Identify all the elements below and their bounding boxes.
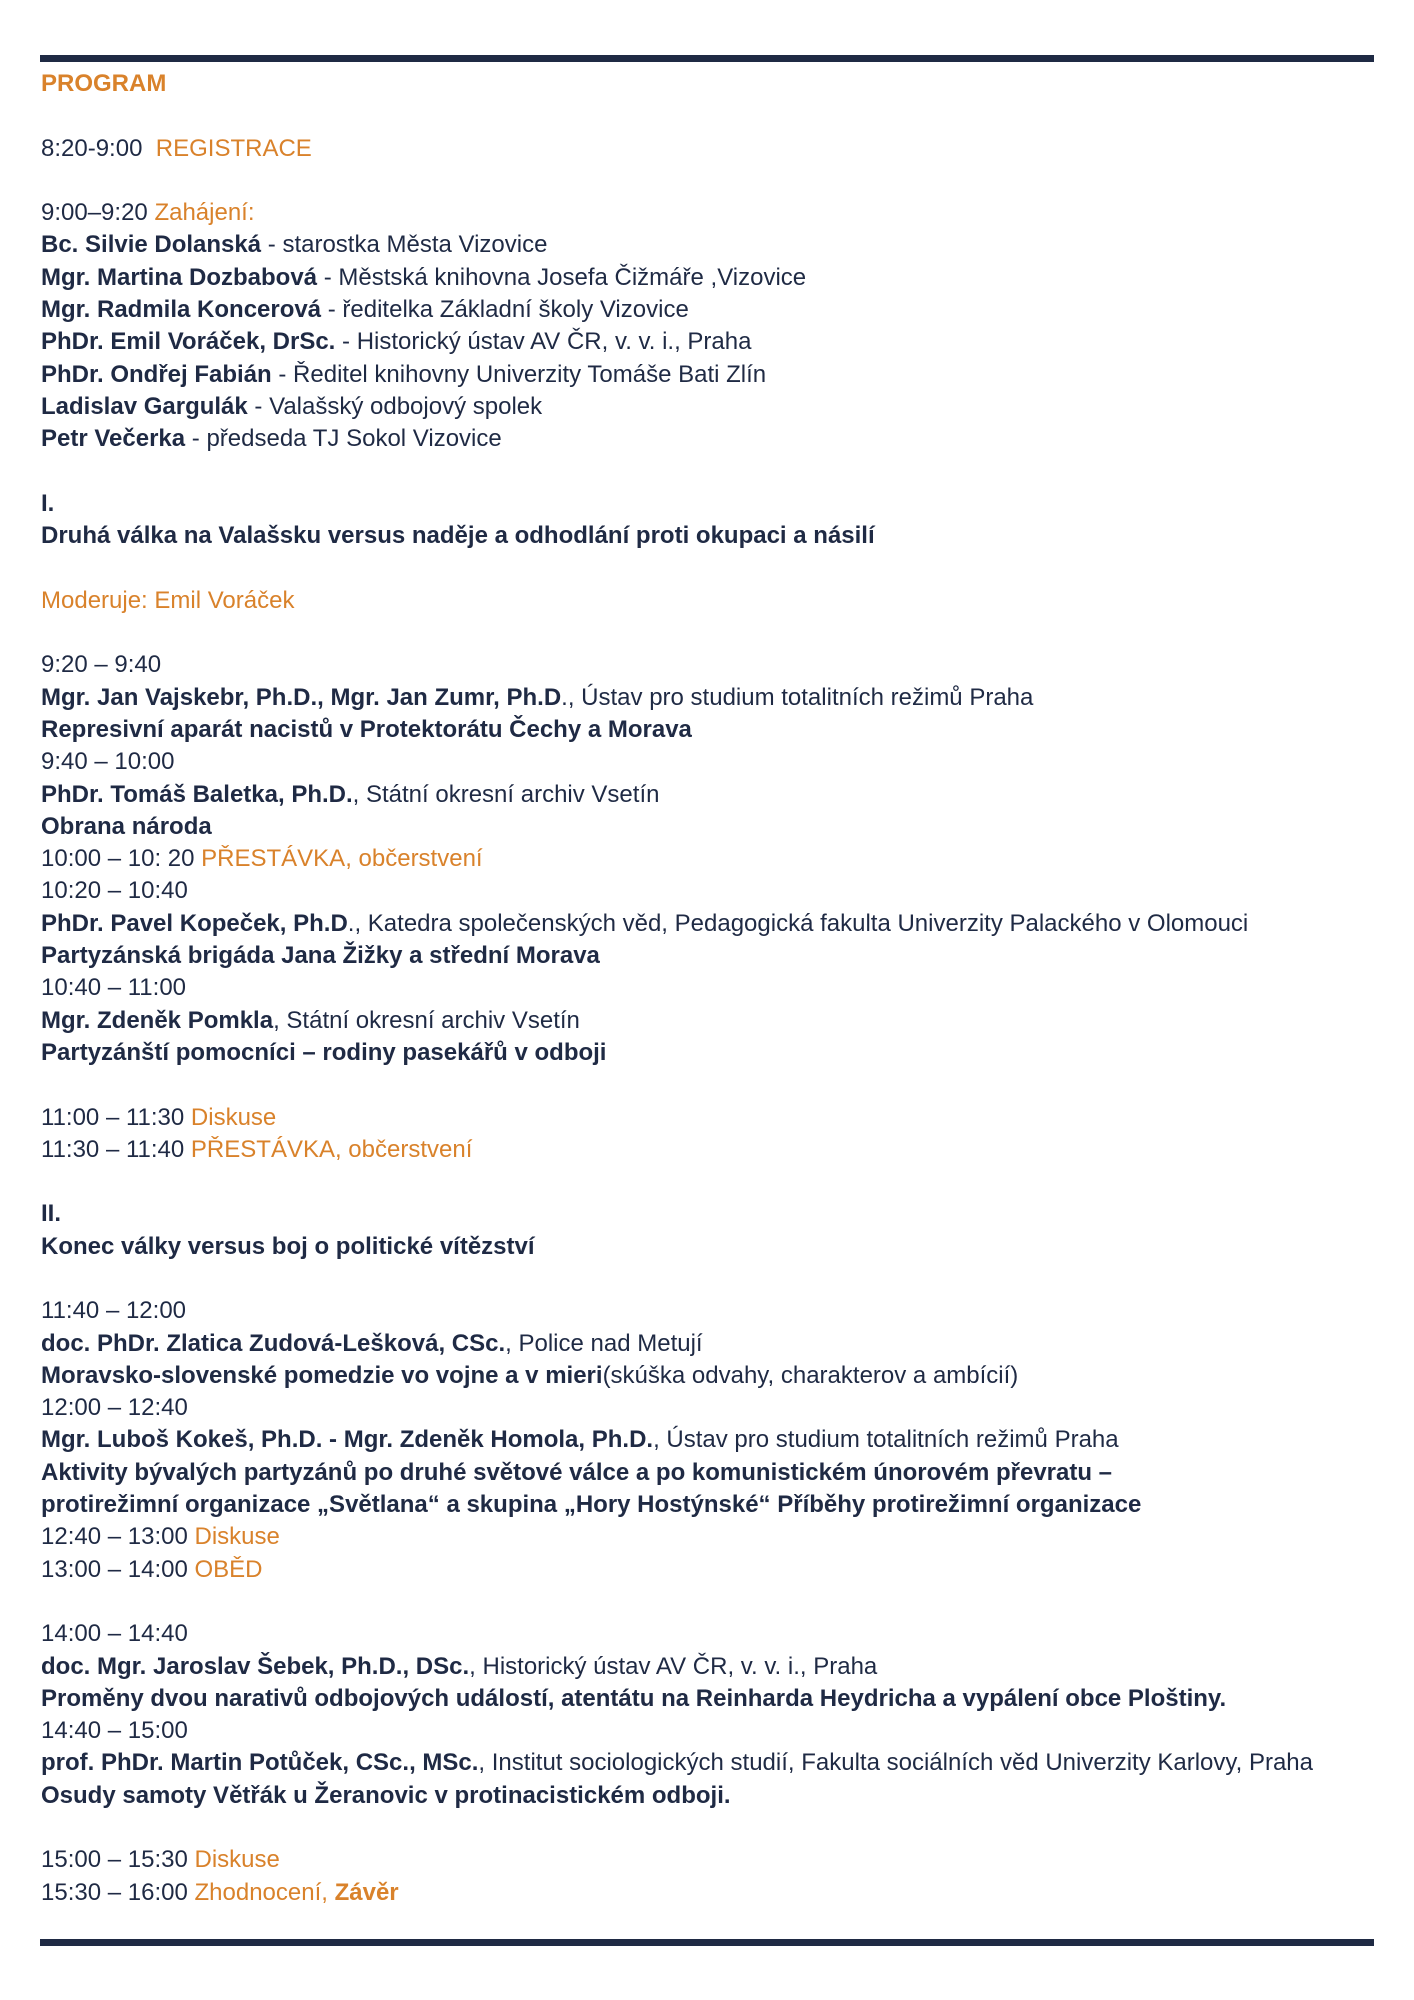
talk-time: 10:20 – 10:40	[41, 877, 188, 905]
section-1-numeral: I.	[41, 489, 55, 517]
top-divider	[40, 55, 1374, 62]
program-document	[41, 68, 1401, 1909]
opening-speaker: Bc. Silvie Dolanská - starostka Města Vizovice	[41, 231, 548, 259]
opening-speaker: Petr Večerka - předseda TJ Sokol Vizovice	[41, 425, 502, 453]
registration-label: REGISTRACE	[155, 134, 312, 162]
talk-speaker: PhDr. Pavel Kopeček, Ph.D., Katedra společenských věd, Pedagogická fakulta Univerzity Palackého v Olomouci	[41, 909, 1249, 937]
talk-time: 14:00 – 14:40	[41, 1620, 188, 1648]
closing-row: 15:30 – 16:00 Zhodnocení, Závěr	[41, 1878, 399, 1906]
registration-row	[41, 133, 1401, 165]
opening-time: 9:00–9:20	[41, 199, 148, 227]
opening-row	[41, 197, 1401, 229]
opening-speaker: PhDr. Ondřej Fabián - Ředitel knihovny Univerzity Tomáše Bati Zlín	[41, 360, 767, 388]
talk-time: 12:00 – 12:40	[41, 1394, 188, 1422]
opening-label: Zahájení:	[154, 199, 255, 227]
talk-time: 9:20 – 9:40	[41, 651, 162, 679]
program-heading: PROGRAM	[41, 70, 167, 97]
talk-title: Obrana národa	[41, 812, 212, 840]
talk-title-continued: protirežimní organizace „Světlana“ a skupina „Hory Hostýnské“ Příběhy protirežimní organizace	[41, 1491, 1142, 1519]
talk-title: Moravsko-slovenské pomedzie vo vojne a v mieri(skúška odvahy, charakterov a ambícií)	[41, 1361, 1019, 1389]
talk-speaker: Mgr. Jan Vajskebr, Ph.D., Mgr. Jan Zumr, Ph.D., Ústav pro studium totalitních režimů Praha	[41, 683, 1034, 711]
opening-speaker: Mgr. Martina Dozbabová - Městská knihovna Josefa Čižmáře ,Vizovice	[41, 263, 807, 291]
discussion-row: 12:40 – 13:00 Diskuse	[41, 1523, 280, 1551]
talk-time: 10:40 – 11:00	[41, 974, 187, 1002]
talk-speaker: PhDr. Tomáš Baletka, Ph.D., Státní okresní archiv Vsetín	[41, 780, 660, 808]
bottom-divider	[40, 1939, 1374, 1946]
break-row: 11:30 – 11:40 PŘESTÁVKA, občerstvení	[41, 1135, 473, 1163]
talk-speaker: Mgr. Zdeněk Pomkla, Státní okresní archiv Vsetín	[41, 1006, 580, 1034]
opening-speaker: PhDr. Emil Voráček, DrSc. - Historický ústav AV ČR, v. v. i., Praha	[41, 328, 752, 356]
talk-speaker: doc. PhDr. Zlatica Zudová-Lešková, CSc., Police nad Metují	[41, 1329, 703, 1357]
lunch-row: 13:00 – 14:00 OBĚD	[41, 1555, 263, 1583]
talk-title: Aktivity bývalých partyzánů po druhé světové válce a po komunistickém únorovém převratu –	[41, 1458, 1113, 1486]
talk-speaker: Mgr. Luboš Kokeš, Ph.D. - Mgr. Zdeněk Homola, Ph.D., Ústav pro studium totalitních režimů Praha	[41, 1426, 1119, 1454]
opening-speaker: Mgr. Radmila Koncerová - ředitelka Základní školy Vizovice	[41, 296, 689, 324]
section-1-moderator: Moderuje: Emil Voráček	[41, 586, 295, 614]
talk-speaker: prof. PhDr. Martin Potůček, CSc., MSc., Institut sociologických studií, Fakulta sociálních věd Univerzity Karlovy, Praha	[41, 1749, 1313, 1777]
discussion-row: 15:00 – 15:30 Diskuse	[41, 1846, 280, 1874]
section-1-title: Druhá válka na Valašsku versus naděje a odhodlání proti okupaci a násilí	[41, 522, 875, 550]
break-row: 10:00 – 10: 20 PŘESTÁVKA, občerstvení	[41, 845, 483, 873]
section-2-title: Konec války versus boj o politické vítězství	[41, 1232, 535, 1260]
opening-speaker: Ladislav Gargulák - Valašský odbojový spolek	[41, 392, 543, 420]
talk-title: Partyzánští pomocníci – rodiny pasekářů v odboji	[41, 1038, 607, 1066]
talk-time: 14:40 – 15:00	[41, 1717, 188, 1745]
talk-speaker: doc. Mgr. Jaroslav Šebek, Ph.D., DSc., Historický ústav AV ČR, v. v. i., Praha	[41, 1652, 878, 1680]
talk-title: Osudy samoty Větřák u Žeranovic v protinacistickém odboji.	[41, 1781, 731, 1809]
discussion-row: 11:00 – 11:30 Diskuse	[41, 1103, 277, 1131]
registration-time: 8:20-9:00	[41, 134, 143, 162]
talk-time: 11:40 – 12:00	[41, 1297, 187, 1325]
talk-title: Represivní aparát nacistů v Protektorátu Čechy a Morava	[41, 715, 692, 743]
talk-title: Partyzánská brigáda Jana Žižky a střední Morava	[41, 942, 600, 970]
talk-title: Proměny dvou narativů odbojových událostí, atentátu na Reinharda Heydricha a vypálení obce Ploštiny.	[41, 1684, 1227, 1712]
section-2-numeral: II.	[41, 1200, 62, 1228]
talk-time: 9:40 – 10:00	[41, 748, 175, 776]
